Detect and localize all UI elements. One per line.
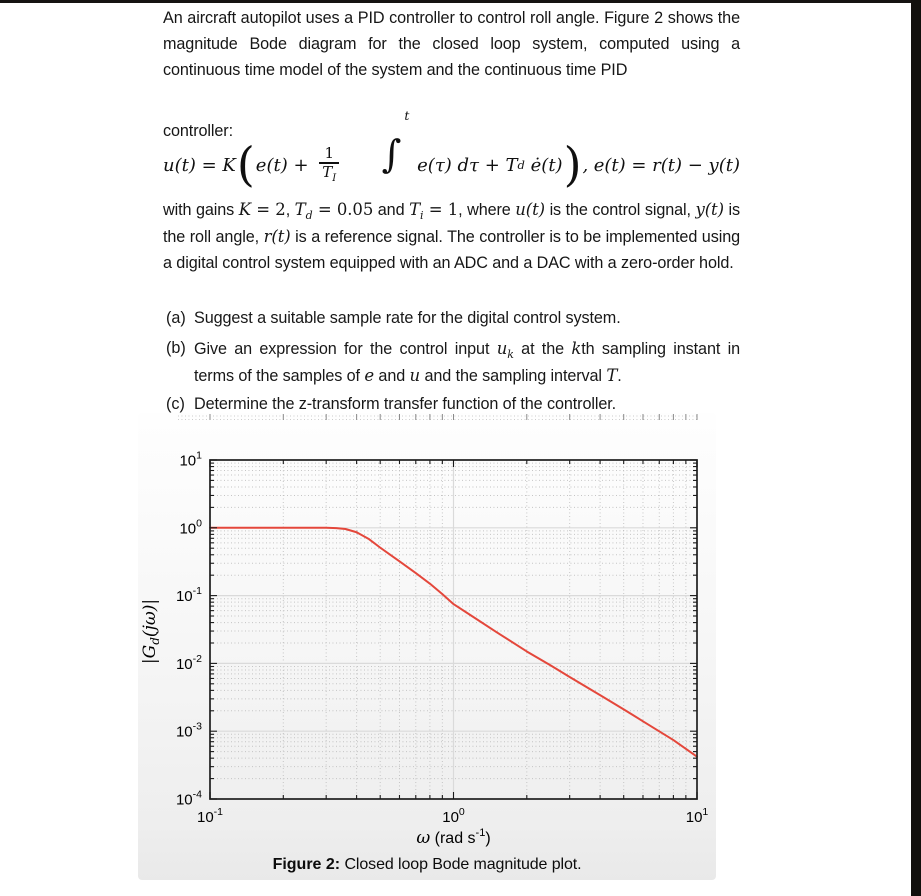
text-segment: Give an expression for the control input: [194, 340, 497, 358]
item-c-label: (c): [166, 395, 185, 413]
text-segment: = 0.05: [312, 200, 374, 219]
text-segment: u: [496, 339, 508, 358]
svg-text:100: $10^0$: [442, 806, 465, 826]
text-segment: is the control signal,: [545, 201, 696, 219]
fraction-denominator-sub: I: [332, 172, 337, 184]
equation-term2b: ė(t): [524, 154, 563, 176]
gains-paragraph: [163, 197, 740, 276]
text-segment: with gains: [163, 201, 239, 219]
figure-caption-text: Closed loop Bode magnitude plot.: [340, 856, 582, 873]
equation-fraction: [319, 143, 339, 185]
text-segment: y(t): [695, 200, 724, 219]
text-segment: T: [294, 200, 306, 219]
text-segment: i: [419, 209, 424, 223]
svg-text:|Gd(jω)|: $|G_d(j\omega)|$: [140, 598, 162, 665]
pid-control-law-equation: u(t) = K ( e(t) + $\frac{1}{T_I}$ ∫ t e(τ) dτ + T d ė(t) ) , e(t) = r(t) − y(t): [163, 136, 740, 194]
svg-text:10-4: $10^{-4}$: [175, 788, 202, 809]
grid-major: [210, 460, 697, 799]
text-segment: and: [373, 201, 410, 219]
integral-upper-limit: t: [404, 108, 410, 123]
x-axis-label: [416, 827, 490, 848]
svg-text:101: $10^1$: [685, 806, 709, 826]
item-a-text: [194, 306, 740, 332]
equation-comma: ,: [582, 154, 589, 176]
text-segment: K: [238, 200, 251, 219]
bode-plot-svg: [138, 413, 716, 853]
text-segment: e: [364, 365, 375, 385]
svg-text:101: $10^1$: [179, 449, 202, 470]
svg-text:10-1: $10^{-1}$: [196, 806, 224, 826]
fraction-numerator: 1: [324, 143, 335, 162]
svg-text:10-3: $10^{-3}$: [175, 720, 202, 741]
svg-text:ω (rad s-1): ω (rad $s^{-1}$): [416, 827, 491, 848]
item-a-label: (a): [166, 309, 186, 327]
clipped-plot-sliver: [178, 414, 697, 420]
integral-glyph: ∫: [381, 132, 402, 176]
text-segment: T: [606, 365, 618, 385]
text-segment: = 1: [423, 200, 459, 219]
text-segment: r(t): [263, 226, 291, 246]
figure-caption-label: Figure 2:: [272, 856, 341, 873]
text-segment: is the roll angle,: [163, 201, 740, 246]
equation-error-definition: e(t) = r(t) − y(t): [593, 154, 740, 176]
item-b-label: (b): [166, 339, 186, 357]
text-segment: th sampling instant in terms of the samples of: [194, 340, 740, 385]
window-top-edge: [0, 0, 921, 3]
text-segment: , where: [458, 201, 516, 219]
text-segment: Suggest a suitable sample rate for the digital control system.: [194, 309, 621, 327]
fraction-denominator-base: T: [322, 162, 333, 181]
equation-term2a: e(τ) dτ + T: [411, 154, 518, 176]
y-axis-label: [140, 599, 162, 664]
intro-paragraph: An aircraft autopilot uses a PID controller to control roll angle. Figure 2 shows the magnitude Bode diagram for the closed loop system, computed using a continuous time model of the system and the continuous time PID: [163, 9, 740, 79]
text-segment: k: [507, 348, 514, 362]
fraction-denominator: [322, 162, 337, 185]
list-item-b: [166, 336, 740, 389]
text-segment: u: [409, 365, 421, 385]
text-segment: is a reference signal. The controller is to be implemented using a digital control system equipped with an ADC and a DAC with a zero-order hold.: [163, 227, 740, 272]
text-segment: and: [374, 366, 410, 385]
figure-caption: [138, 856, 716, 874]
list-item-a: [166, 306, 740, 332]
controller-line: controller:: [163, 122, 233, 140]
svg-text:10-1: $10^{-1}$: [175, 585, 202, 606]
equation-open-paren: (: [236, 136, 255, 192]
equation-lhs: u(t) = K: [163, 154, 236, 176]
text-segment: and the sampling interval: [420, 366, 607, 385]
equation-close-paren: ): [563, 136, 582, 192]
window-right-edge: [911, 0, 921, 896]
text-segment: k: [571, 339, 582, 358]
text-segment: ,: [285, 201, 295, 219]
text-segment: Determine the z-transform transfer function of the controller.: [194, 395, 617, 413]
text-segment: d: [305, 209, 313, 223]
item-b-text: [194, 336, 740, 389]
text-segment: u(t): [515, 200, 545, 219]
text-segment: = 2: [250, 200, 286, 219]
svg-text:10-2: $10^{-2}$: [175, 652, 202, 673]
text-segment: at the: [513, 340, 572, 358]
svg-text:100: $10^0$: [179, 517, 202, 538]
figure-2-panel: [138, 413, 716, 880]
text-segment: .: [617, 366, 622, 385]
equation-term1: e(t) +: [255, 154, 315, 176]
text-segment: T: [409, 200, 420, 219]
